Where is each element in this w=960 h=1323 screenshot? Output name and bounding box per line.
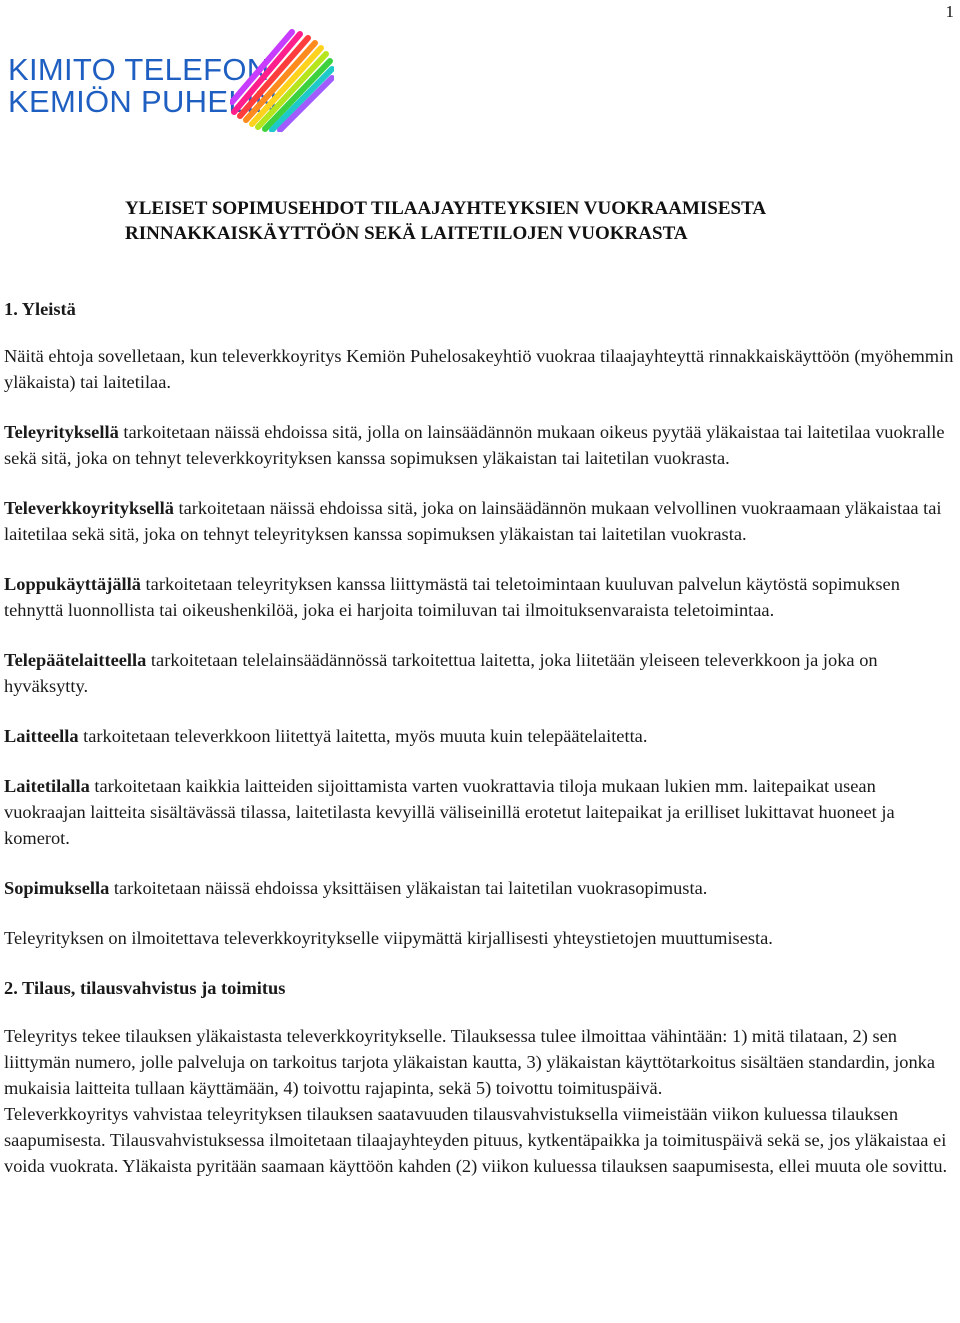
definition-text: tarkoitetaan telelainsäädännössä tarkoitettua laitetta, joka liitetään yleiseen televerkkoon ja joka on hyväksytty.	[4, 650, 878, 696]
definition-term: Telepäätelaitteella	[4, 650, 147, 670]
definition-paragraph	[4, 647, 954, 699]
rainbow-stripes-icon	[230, 28, 334, 132]
definition-text: tarkoitetaan kaikkia laitteiden sijoittamista varten vuokrattavia tiloja mukaan lukien mm. laitepaikat usean vuokraajan laitteita sisältävässä tilassa, laitetilasta kevyillä väliseinillä erotetut laitepaikat ja erilliset lukittavat huoneet ja komerot.	[4, 776, 895, 848]
section1-closing: Teleyrityksen on ilmoitettava televerkkoyritykselle viipymättä kirjallisesti yhteystietojen muuttumisesta.	[4, 928, 773, 948]
definition-term: Laitetilalla	[4, 776, 90, 796]
page-number: 1	[945, 2, 954, 21]
title-line2: RINNAKKAISKÄYTTÖÖN SEKÄ LAITETILOJEN VUOKRASTA	[125, 223, 688, 244]
definition-paragraph	[4, 419, 954, 471]
definition-text: tarkoitetaan televerkkoon liitettyä laitetta, myös muuta kuin telepäätelaitetta.	[78, 726, 648, 746]
definition-text: tarkoitetaan teleyrityksen kanssa liittymästä tai teletoimintaan kuuluvan palvelun käytöstä sopimuksen tehnyttä luonnollista tai oikeushenkilöä, joka ei harjoita toimiluvan tai ilmoituksenvaraista teletoimintaa.	[4, 574, 900, 620]
definition-text: tarkoitetaan näissä ehdoissa sitä, jolla on lainsäädännön mukaan oikeus pyytää yläkaistaa tai laitetilaa vuokralle sekä sitä, joka on tehnyt televerkkoyrityksen kanssa sopimuksen yläkaistan tai laitetilan vuokrasta.	[4, 422, 945, 468]
definition-term: Laitteella	[4, 726, 79, 746]
section1-intro: Näitä ehtoja sovelletaan, kun televerkkoyritys Kemiön Puhelosakeyhtiö vuokraa tilaajayhteyttä rinnakkaiskäyttöön (myöhemmin yläkaista) tai laitetilaa.	[4, 346, 954, 392]
definition-paragraph	[4, 875, 954, 901]
document-body	[4, 296, 954, 1179]
definition-term: Televerkkoyrityksellä	[4, 498, 174, 518]
definition-text: tarkoitetaan näissä ehdoissa sitä, joka on lainsäädännön mukaan velvollinen vuokraamaan yläkaistaa tai laitetilaa sekä sitä, joka on tehnyt teleyrityksen kanssa sopimuksen yläkaistan tai laitetilan vuokrasta.	[4, 498, 942, 544]
document-title	[125, 196, 925, 246]
logo-text-line2: KEMIÖN PUHELIN	[8, 84, 278, 119]
section2-paragraph-2: Televerkkoyritys vahvistaa teleyrityksen tilauksen saatavuuden tilausvahvistuksella viimeistään viikon kuluessa tilauksen saapumisesta. Tilausvahvistuksessa ilmoitetaan tilaajayhteyden pituus, kytkentäpaikka ja toimituspäivä sekä se, jos yläkaistaa ei voida vuokrata. Yläkaista pyritään saamaan käyttöön kahden (2) viikon kuluessa tilauksen saapumisesta, ellei muuta ole sovittu.	[4, 1104, 948, 1176]
section2-heading: 2. Tilaus, tilausvahvistus ja toimitus	[4, 978, 286, 998]
definition-paragraph	[4, 495, 954, 547]
section2-paragraph-1: Teleyritys tekee tilauksen yläkaistasta televerkkoyritykselle. Tilauksessa tulee ilmoittaa vähintään: 1) mitä tilataan, 2) sen liittymän numero, jolle palveluja on tarkoitus tarjota yläkaistan kautta, 3) yläkaistan käyttötarkoitus sisältäen standardin, jonka mukaisia laitteita tullaan käyttämään, 4) toivottu rajapinta, sekä 5) toivottu toimituspäivä.	[4, 1026, 936, 1098]
logo-text-line1: KIMITO TELEFON	[8, 52, 270, 87]
definition-paragraph	[4, 773, 954, 851]
title-line1: YLEISET SOPIMUSEHDOT TILAAJAYHTEYKSIEN VUOKRAAMISESTA	[125, 198, 767, 219]
definition-paragraph	[4, 571, 954, 623]
section1-heading: 1. Yleistä	[4, 299, 76, 319]
company-logo	[8, 26, 338, 136]
definition-text: tarkoitetaan näissä ehdoissa yksittäisen yläkaistan tai laitetilan vuokrasopimusta.	[109, 878, 708, 898]
definition-term: Sopimuksella	[4, 878, 110, 898]
definition-term: Loppukäyttäjällä	[4, 574, 141, 594]
definition-term: Teleyrityksellä	[4, 422, 119, 442]
definition-paragraph	[4, 723, 954, 749]
